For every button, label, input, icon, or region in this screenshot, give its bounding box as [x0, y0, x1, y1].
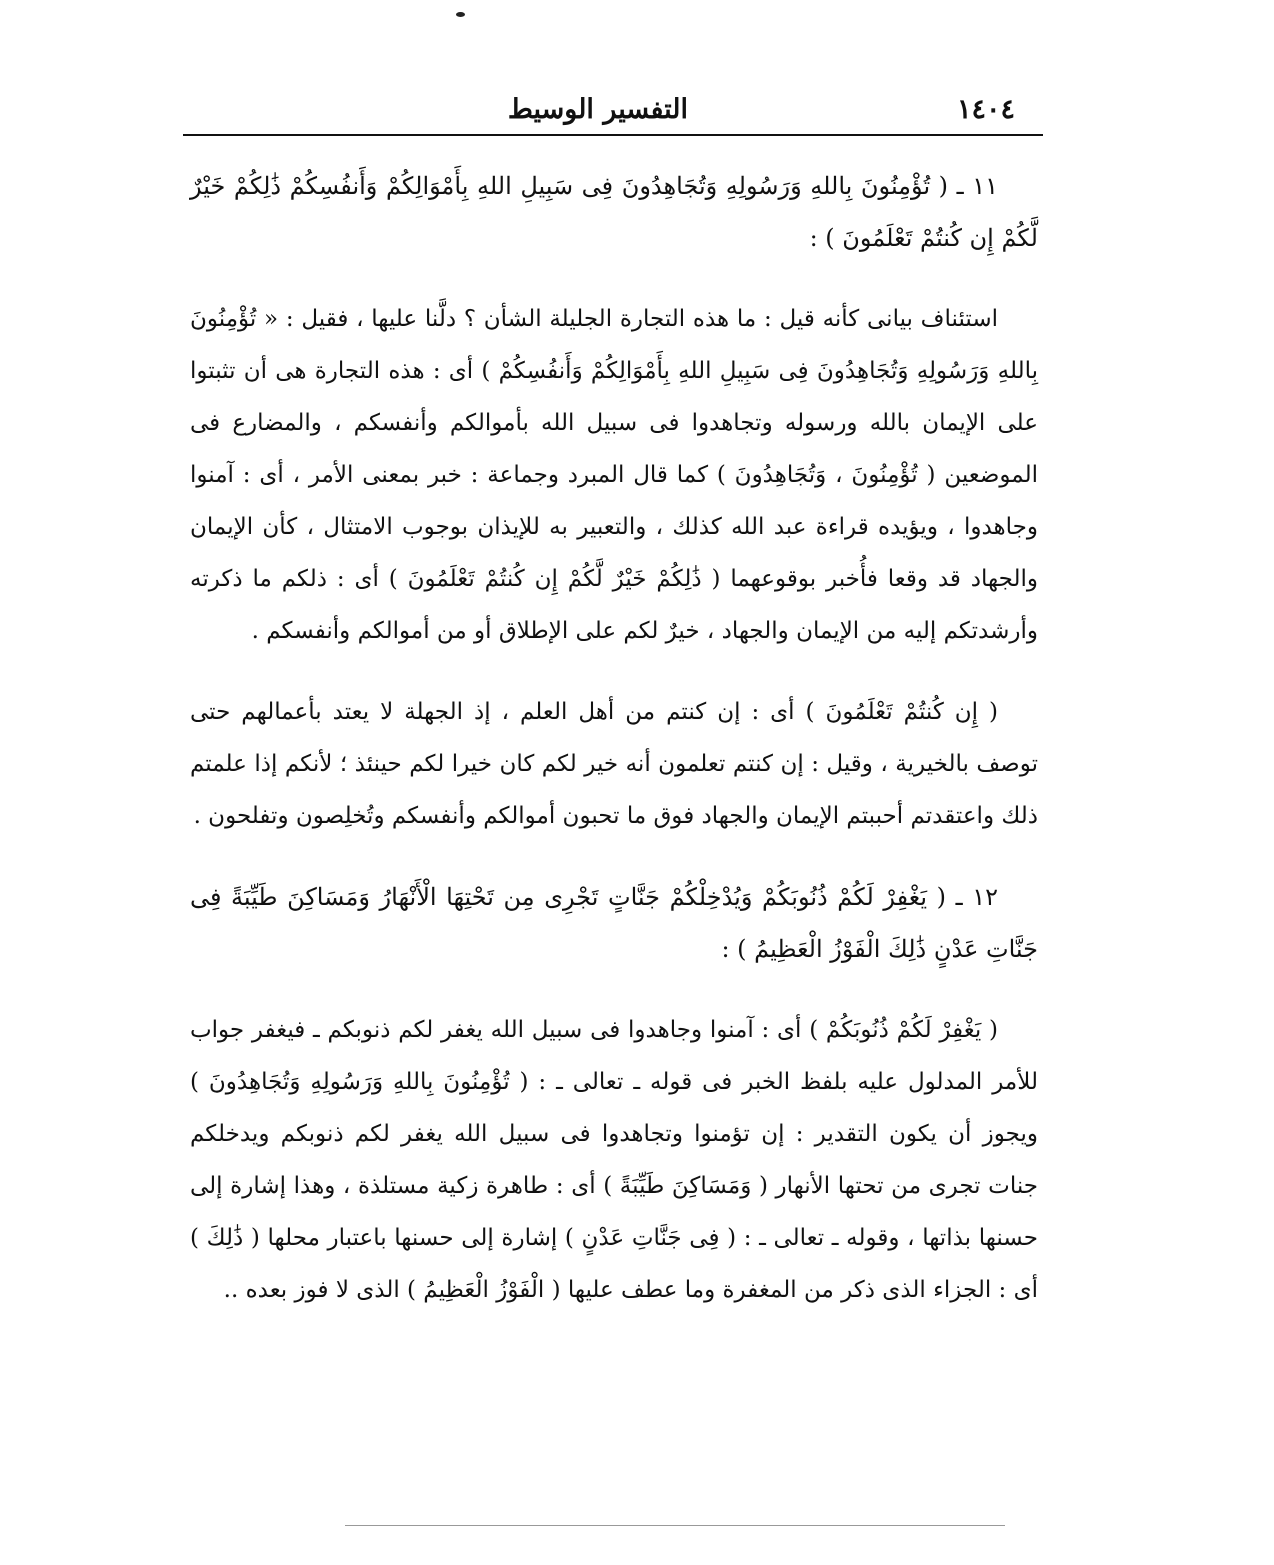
commentary-paragraph: استئناف بيانى كأنه قيل : ما هذه التجارة الجليلة الشأن ؟ دلَّنا عليها ، فقيل : « تُؤْمِنُونَ بِاللهِ وَرَسُولِهِ وَتُجَاهِدُونَ فِى سَبِيلِ اللهِ بِأَمْوَالِكُمْ وَأَنفُسِكُمْ ) أى : هذه التجارة هى أن تثبتوا على الإيمان بالله ورسوله وتجاهدوا فى سبيل الله بأموالكم وأنفسكم ، والمضارع فى الموضعين ( تُؤْمِنُونَ ، وَتُجَاهِدُونَ ) كما قال المبرد وجماعة : خبر بمعنى الأمر ، أى : آمنوا وجاهدوا ، ويؤيده قراءة عبد الله كذلك ، والتعبير به للإيذان بوجوب الامتثال ، كأن الإيمان والجهاد قد وقعا فأُخبر بوقوعهما ( ذَٰلِكُمْ خَيْرٌ لَّكُمْ إِن كُنتُمْ تَعْلَمُونَ ) أى : ذلكم ما ذكرته وأرشدتكم إليه من الإيمان والجهاد ، خيرٌ لكم على الإطلاق أو من أموالكم وأنفسكم . [190, 306, 1038, 644]
page-header [183, 92, 1043, 132]
commentary-paragraph: ( إِن كُنتُمْ تَعْلَمُونَ ) أى : إن كنتم من أهل العلم ، إذ الجهلة لا يعتد بأعمالهم حتى توصف بالخيرية ، وقيل : إن كنتم تعلمون أنه خير لكم كان خيرا لكم حينئذ ؛ لأنكم إذا علمتم ذلك واعتقدتم أحببتم الإيمان والجهاد فوق ما تحبون أموالكم وأنفسكم وتُخلِصون وتفلحون . [190, 699, 1038, 829]
verse-12: ١٢ ـ ( يَغْفِرْ لَكُمْ ذُنُوبَكُمْ وَيُدْخِلْكُمْ جَنَّاتٍ تَجْرِى مِن تَحْتِهَا الْأَنْهَارُ وَمَسَاكِنَ طَيِّبَةً فِى جَنَّاتِ عَدْنٍ ذَٰلِكَ الْفَوْزُ الْعَظِيمُ ) : [190, 883, 1038, 963]
commentary-paragraph: ( يَغْفِرْ لَكُمْ ذُنُوبَكُمْ ) أى : آمنوا وجاهدوا فى سبيل الله يغفر لكم ذنوبكم ـ فيغفر جواب للأمر المدلول عليه بلفظ الخبر فى قوله ـ تعالى ـ : ( تُؤْمِنُونَ بِاللهِ وَرَسُولِهِ وَتُجَاهِدُونَ ) ويجوز أن يكون التقدير : إن تؤمنوا وتجاهدوا فى سبيل الله يغفر لكم ذنوبكم ويدخلكم جنات تجرى من تحتها الأنهار ( وَمَسَاكِنَ طَيِّبَةً ) أى : طاهرة زكية مستلذة ، وهذا إشارة إلى حسنها بذاتها ، وقوله ـ تعالى ـ : ( فِى جَنَّاتِ عَدْنٍ ) إشارة إلى حسنها باعتبار محلها ( ذَٰلِكَ ) أى : الجزاء الذى ذكر من المغفرة وما عطف عليها ( الْفَوْزُ الْعَظِيمُ ) الذى لا فوز بعده .. [190, 1017, 1038, 1303]
page-body [190, 160, 1038, 1345]
running-title: التفسير الوسيط [507, 94, 688, 125]
verse-11: ١١ ـ ( تُؤْمِنُونَ بِاللهِ وَرَسُولِهِ وَتُجَاهِدُونَ فِى سَبِيلِ اللهِ بِأَمْوَالِكُمْ وَأَنفُسِكُمْ ذَٰلِكُمْ خَيْرٌ لَّكُمْ إِن كُنتُمْ تَعْلَمُونَ ) : [190, 172, 1038, 252]
print-speck [456, 12, 465, 17]
page-number: ١٤٠٤ [956, 94, 1015, 125]
footer-rule [345, 1525, 1005, 1528]
header-rule [183, 134, 1043, 136]
